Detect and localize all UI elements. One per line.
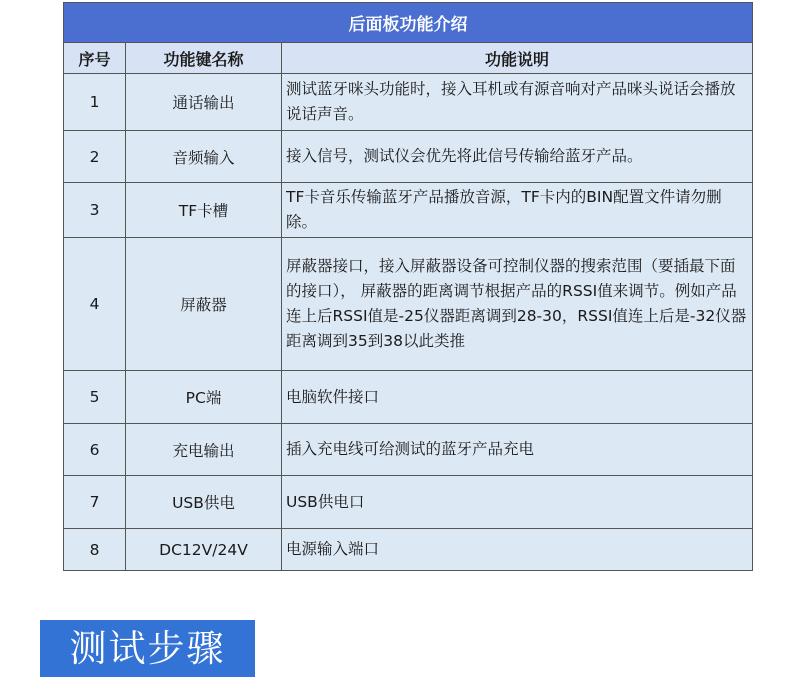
rear-panel-table (63, 2, 753, 571)
row-description: 插入充电线可给测试的蓝牙产品充电 (282, 424, 753, 476)
header-number: 序号 (64, 43, 126, 74)
row-name: DC12V/24V (126, 529, 282, 571)
section-heading-test-steps: 测试步骤 (40, 620, 255, 677)
row-description: 电脑软件接口 (282, 371, 753, 424)
row-number: 3 (64, 183, 126, 238)
table-row (64, 371, 753, 424)
row-number: 4 (64, 238, 126, 371)
row-number: 5 (64, 371, 126, 424)
table-row (64, 476, 753, 529)
table-row (64, 424, 753, 476)
table-header-row (64, 43, 753, 74)
row-description: 接入信号，测试仪会优先将此信号传输给蓝牙产品。 (282, 131, 753, 183)
row-description: 电源输入端口 (282, 529, 753, 571)
table-row (64, 74, 753, 131)
row-name: 充电输出 (126, 424, 282, 476)
row-name: 通话输出 (126, 74, 282, 131)
table-row (64, 183, 753, 238)
table-row (64, 529, 753, 571)
row-number: 8 (64, 529, 126, 571)
row-description: TF卡音乐传输蓝牙产品播放音源，TF卡内的BIN配置文件请勿删除。 (282, 183, 753, 238)
row-number: 2 (64, 131, 126, 183)
table-title-row (64, 3, 753, 43)
row-number: 7 (64, 476, 126, 529)
row-name: 音频输入 (126, 131, 282, 183)
row-name: 屏蔽器 (126, 238, 282, 371)
table-row (64, 238, 753, 371)
header-description: 功能说明 (282, 43, 753, 74)
row-name: USB供电 (126, 476, 282, 529)
row-name: TF卡槽 (126, 183, 282, 238)
header-key-name: 功能键名称 (126, 43, 282, 74)
row-description: USB供电口 (282, 476, 753, 529)
row-description: 屏蔽器接口，接入屏蔽器设备可控制仪器的搜索范围（要插最下面的接口）， 屏蔽器的距离调节根据产品的RSSI值来调节。例如产品连上后RSSI值是-25仪器距离调到28-30，RSSI值连上后是-32仪器距离调到35到38以此类推 (282, 238, 753, 371)
table-title: 后面板功能介绍 (64, 3, 753, 43)
row-name: PC端 (126, 371, 282, 424)
table-row (64, 131, 753, 183)
row-description: 测试蓝牙咪头功能时，接入耳机或有源音响对产品咪头说话会播放说话声音。 (282, 74, 753, 131)
row-number: 6 (64, 424, 126, 476)
row-number: 1 (64, 74, 126, 131)
